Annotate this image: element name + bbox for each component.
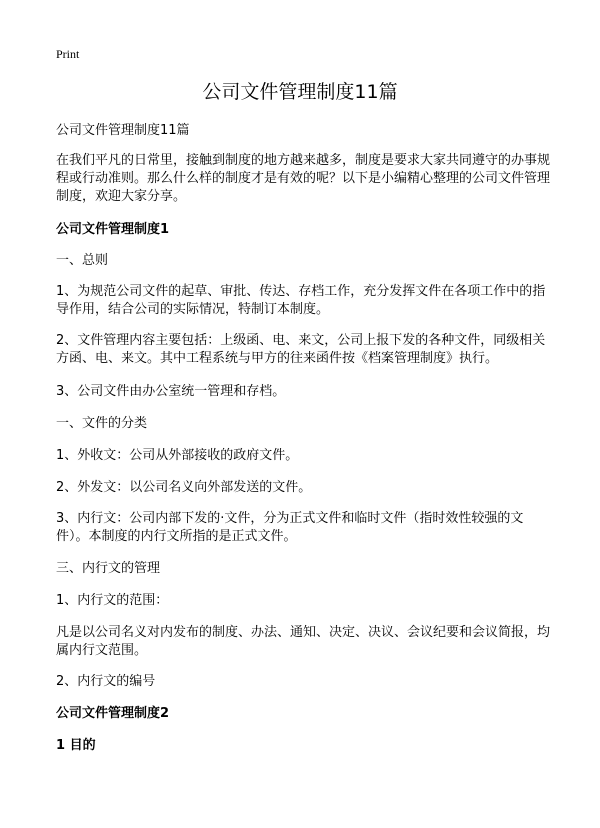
paragraph: 1、外收文：公司从外部接收的政府文件。 [56, 448, 299, 463]
paragraph: 三、内行文的管理 [56, 561, 161, 576]
paragraph: 一、文件的分类 [56, 416, 148, 431]
print-link[interactable]: Print [56, 47, 80, 61]
paragraph: 2、内行文的编号 [56, 674, 156, 689]
section-heading-1: 公司文件管理制度1 [56, 222, 170, 237]
section-heading-2: 公司文件管理制度2 [56, 706, 170, 721]
subsection-heading: 1 目的 [56, 738, 96, 753]
subtitle: 公司文件管理制度11篇 [56, 123, 190, 138]
paragraph: 1、为规范公司文件的起草、审批、传达、存档工作，充分发挥文件在各项工作中的指导作用，结合公司的实际情况，特制订本制度。 [56, 284, 546, 317]
document-body [56, 122, 550, 755]
paragraph: 一、总则 [56, 253, 109, 268]
paragraph: 2、文件管理内容主要包括：上级函、电、来文，公司上报下发的各种文件，同级相关方函、电、来文。其中工程系统与甲方的往来函件按《档案管理制度》执行。 [56, 333, 546, 366]
paragraph: 凡是以公司名义对内发布的制度、办法、通知、决定、决议、会议纪要和会议简报，均属内行文范围。 [56, 625, 551, 658]
paragraph: 1、内行文的范围： [56, 593, 169, 608]
page-title: 公司文件管理制度11篇 [202, 81, 398, 103]
intro-paragraph: 在我们平凡的日常里，接触到制度的地方越来越多，制度是要求大家共同遵守的办事规程或行动准则。那么什么样的制度才是有效的呢？以下是小编精心整理的公司文件管理制度，欢迎大家分享。 [56, 153, 551, 204]
paragraph: 3、内行文：公司内部下发的·文件，分为正式文件和临时文件（指时效性较强的文件）。本制度的内行文所指的是正式文件。 [56, 511, 524, 544]
paragraph: 2、外发文：以公司名义向外部发送的文件。 [56, 480, 312, 495]
paragraph: 3、公司文件由办公室统一管理和存档。 [56, 384, 286, 399]
